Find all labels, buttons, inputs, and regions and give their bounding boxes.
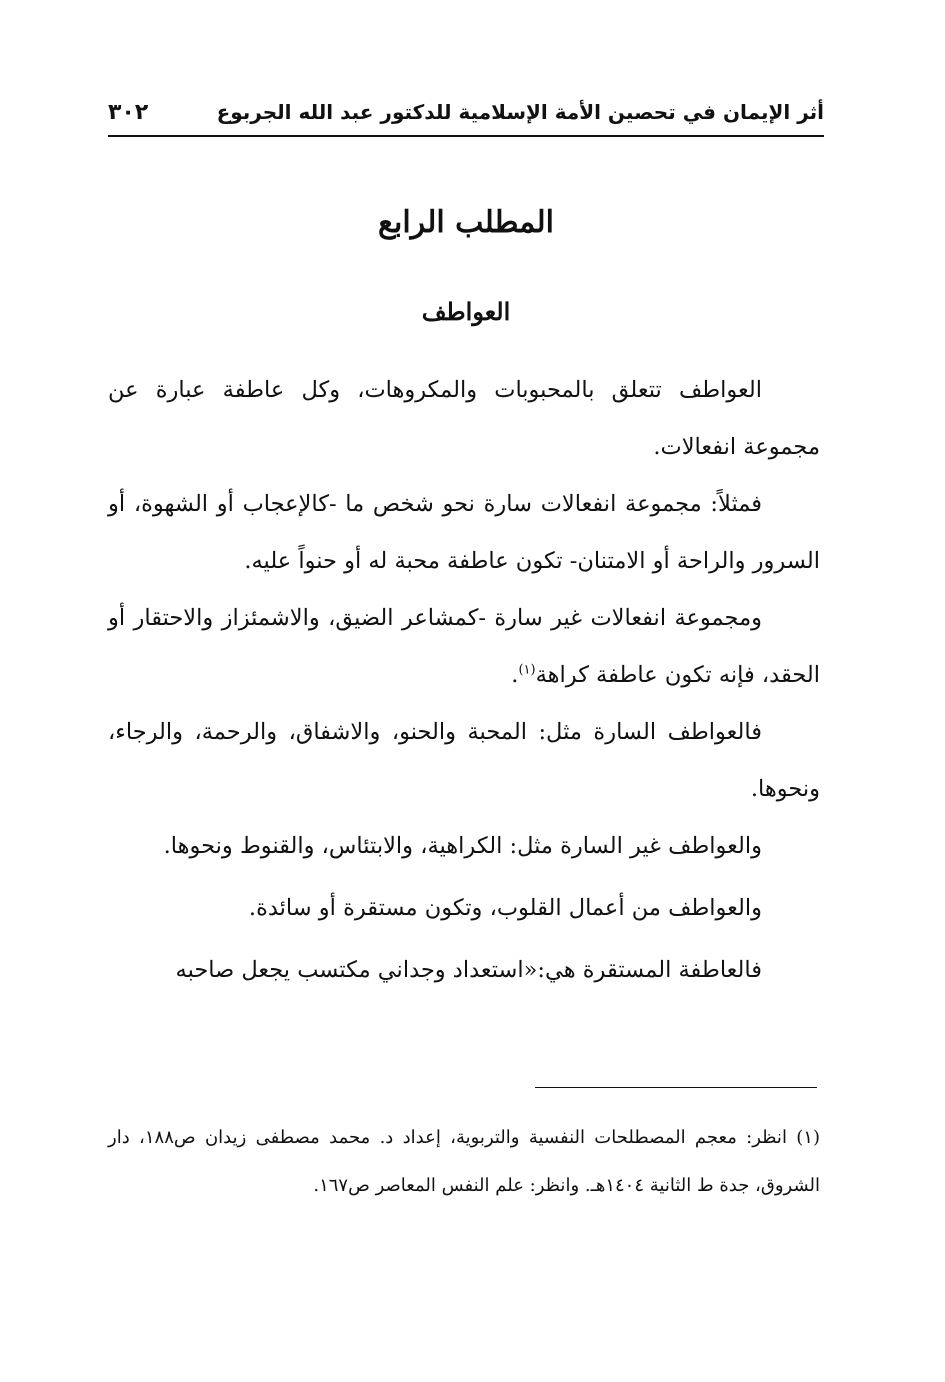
running-header [108,92,824,132]
paragraph: فالعواطف السارة مثل: المحبة والحنو، والاشفاق، والرحمة، والرجاء، ونحوها. [108,719,820,802]
section-title: المطلب الرابع [378,205,554,240]
header-title: أثر الإيمان في تحصين الأمة الإسلامية للدكتور عبد الله الجربوع [216,100,824,124]
footnote-divider [535,1087,817,1088]
paragraph: والعواطف غير السارة مثل: الكراهية، والابتئاس، والقنوط ونحوها. [163,833,762,859]
paragraph: العواطف تتعلق بالمحبوبات والمكروهات، وكل عاطفة عبارة عن مجموعة انفعالات. [108,377,820,460]
header-divider [108,135,824,137]
page-number: ٣٠٢ [108,99,149,125]
footnote: (١) انظر: معجم المصطلحات النفسية والتربوية، إعداد د. محمد مصطفى زيدان ص١٨٨، دار الشروق، جدة ط الثانية ١٤٠٤هـ. وانظر: علم النفس المعاصر ص١٦٧. [108,1127,820,1196]
footnote-reference: (١) [518,662,536,678]
paragraph: فالعاطفة المستقرة هي:«استعداد وجداني مكتسب يجعل صاحبه [175,957,762,983]
body-text [108,362,820,999]
paragraph: فمثلاً: مجموعة انفعالات سارة نحو شخص ما -كالإعجاب أو الشهوة، أو السرور والراحة أو الامتنان- تكون عاطفة محبة له أو حنواً عليه. [108,491,820,574]
paragraph: والعواطف من أعمال القلوب، وتكون مستقرة أو سائدة. [248,895,762,921]
section-subtitle: العواطف [421,297,511,326]
paragraph: ومجموعة انفعالات غير سارة -كمشاعر الضيق، والاشمئزاز والاحتقار أو الحقد، فإنه تكون عاطفة كراهة$^{(١)}$. [108,605,820,688]
